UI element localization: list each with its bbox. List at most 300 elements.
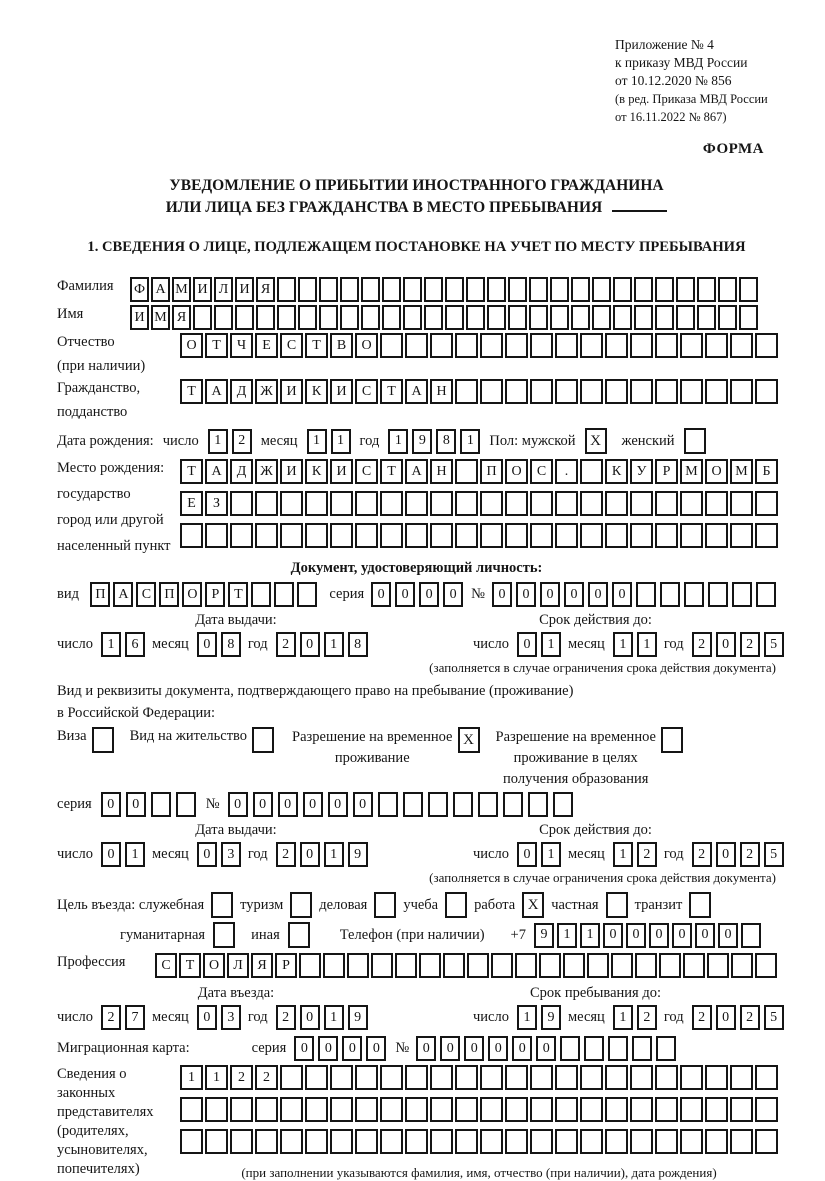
- char-box[interactable]: С: [136, 582, 156, 607]
- char-box[interactable]: [405, 1097, 428, 1122]
- char-box[interactable]: [655, 1129, 678, 1154]
- char-box[interactable]: 0: [517, 842, 537, 867]
- char-box[interactable]: [205, 1129, 228, 1154]
- char-box[interactable]: [330, 491, 353, 516]
- char-box[interactable]: [405, 491, 428, 516]
- char-box[interactable]: [705, 523, 728, 548]
- char-box[interactable]: 0: [649, 923, 669, 948]
- char-box[interactable]: [430, 1065, 453, 1090]
- char-box[interactable]: [680, 333, 703, 358]
- char-box[interactable]: [680, 1129, 703, 1154]
- char-box[interactable]: [508, 277, 527, 302]
- char-box[interactable]: [755, 523, 778, 548]
- char-box[interactable]: [455, 523, 478, 548]
- purpose-official-checkbox[interactable]: [211, 892, 233, 918]
- char-box[interactable]: 1: [613, 632, 633, 657]
- char-box[interactable]: [230, 523, 253, 548]
- char-box[interactable]: [299, 953, 321, 978]
- char-box[interactable]: 0: [516, 582, 536, 607]
- char-box[interactable]: [555, 1129, 578, 1154]
- char-box[interactable]: 0: [517, 632, 537, 657]
- char-box[interactable]: [347, 953, 369, 978]
- char-box[interactable]: [230, 1097, 253, 1122]
- char-box[interactable]: А: [405, 379, 428, 404]
- char-box[interactable]: 1: [637, 632, 657, 657]
- char-box[interactable]: [151, 792, 171, 817]
- char-box[interactable]: [466, 305, 485, 330]
- char-box[interactable]: [605, 333, 628, 358]
- char-box[interactable]: [660, 582, 680, 607]
- char-box[interactable]: [280, 523, 303, 548]
- char-box[interactable]: [730, 1065, 753, 1090]
- char-box[interactable]: [515, 953, 537, 978]
- char-box[interactable]: Т: [179, 953, 201, 978]
- char-box[interactable]: [491, 953, 513, 978]
- char-box[interactable]: [255, 1129, 278, 1154]
- char-box[interactable]: [755, 1065, 778, 1090]
- char-box[interactable]: Ф: [130, 277, 149, 302]
- char-box[interactable]: [530, 491, 553, 516]
- char-box[interactable]: [755, 491, 778, 516]
- char-box[interactable]: [505, 379, 528, 404]
- char-box[interactable]: [480, 1065, 503, 1090]
- char-box[interactable]: 9: [348, 1005, 368, 1030]
- char-box[interactable]: [708, 582, 728, 607]
- char-box[interactable]: [755, 1129, 778, 1154]
- char-box[interactable]: Т: [228, 582, 248, 607]
- char-box[interactable]: [176, 792, 196, 817]
- char-box[interactable]: 0: [101, 842, 121, 867]
- char-box[interactable]: 0: [101, 792, 121, 817]
- char-box[interactable]: [455, 1129, 478, 1154]
- char-box[interactable]: [605, 523, 628, 548]
- char-box[interactable]: Н: [430, 379, 453, 404]
- char-box[interactable]: [361, 277, 380, 302]
- char-box[interactable]: [380, 491, 403, 516]
- char-box[interactable]: 9: [348, 842, 368, 867]
- char-box[interactable]: [505, 1065, 528, 1090]
- char-box[interactable]: А: [405, 459, 428, 484]
- char-box[interactable]: [732, 582, 752, 607]
- char-box[interactable]: 2: [276, 1005, 296, 1030]
- char-box[interactable]: [553, 792, 573, 817]
- char-box[interactable]: Т: [180, 459, 203, 484]
- char-box[interactable]: [605, 379, 628, 404]
- char-box[interactable]: [587, 953, 609, 978]
- purpose-transit-checkbox[interactable]: [689, 892, 711, 918]
- char-box[interactable]: О: [505, 459, 528, 484]
- char-box[interactable]: [255, 491, 278, 516]
- char-box[interactable]: [705, 333, 728, 358]
- char-box[interactable]: 1: [613, 1005, 633, 1030]
- char-box[interactable]: [634, 277, 653, 302]
- char-box[interactable]: 1: [580, 923, 600, 948]
- char-box[interactable]: 1: [388, 429, 408, 454]
- char-box[interactable]: А: [205, 379, 228, 404]
- char-box[interactable]: [382, 305, 401, 330]
- char-box[interactable]: [705, 1129, 728, 1154]
- char-box[interactable]: [697, 305, 716, 330]
- char-box[interactable]: [730, 523, 753, 548]
- char-box[interactable]: [330, 1097, 353, 1122]
- char-box[interactable]: [455, 379, 478, 404]
- purpose-private-checkbox[interactable]: [606, 892, 628, 918]
- char-box[interactable]: К: [605, 459, 628, 484]
- char-box[interactable]: 7: [125, 1005, 145, 1030]
- char-box[interactable]: [297, 582, 317, 607]
- char-box[interactable]: П: [159, 582, 179, 607]
- char-box[interactable]: [255, 1097, 278, 1122]
- char-box[interactable]: Я: [256, 277, 275, 302]
- char-box[interactable]: 1: [324, 632, 344, 657]
- char-box[interactable]: [380, 1129, 403, 1154]
- char-box[interactable]: [256, 305, 275, 330]
- char-box[interactable]: [730, 1097, 753, 1122]
- visa-checkbox[interactable]: [92, 727, 114, 753]
- char-box[interactable]: [298, 305, 317, 330]
- char-box[interactable]: [705, 491, 728, 516]
- char-box[interactable]: 0: [718, 923, 738, 948]
- char-box[interactable]: [530, 1097, 553, 1122]
- char-box[interactable]: [555, 1065, 578, 1090]
- char-box[interactable]: 1: [101, 632, 121, 657]
- char-box[interactable]: 1: [125, 842, 145, 867]
- char-box[interactable]: [277, 277, 296, 302]
- char-box[interactable]: [655, 305, 674, 330]
- char-box[interactable]: 0: [300, 1005, 320, 1030]
- char-box[interactable]: [180, 1129, 203, 1154]
- char-box[interactable]: [405, 333, 428, 358]
- char-box[interactable]: [755, 1097, 778, 1122]
- char-box[interactable]: 2: [740, 632, 760, 657]
- char-box[interactable]: [487, 305, 506, 330]
- char-box[interactable]: [340, 277, 359, 302]
- char-box[interactable]: [505, 333, 528, 358]
- char-box[interactable]: [731, 953, 753, 978]
- char-box[interactable]: [430, 333, 453, 358]
- char-box[interactable]: С: [280, 333, 303, 358]
- char-box[interactable]: 1: [324, 1005, 344, 1030]
- char-box[interactable]: [630, 1129, 653, 1154]
- char-box[interactable]: [323, 953, 345, 978]
- char-box[interactable]: [630, 523, 653, 548]
- char-box[interactable]: Е: [180, 491, 203, 516]
- char-box[interactable]: К: [305, 379, 328, 404]
- char-box[interactable]: [478, 792, 498, 817]
- char-box[interactable]: [430, 491, 453, 516]
- char-box[interactable]: [605, 1129, 628, 1154]
- char-box[interactable]: [705, 1065, 728, 1090]
- char-box[interactable]: А: [205, 459, 228, 484]
- char-box[interactable]: И: [130, 305, 149, 330]
- char-box[interactable]: [298, 277, 317, 302]
- char-box[interactable]: [655, 523, 678, 548]
- char-box[interactable]: [739, 305, 758, 330]
- char-box[interactable]: 0: [564, 582, 584, 607]
- char-box[interactable]: [580, 491, 603, 516]
- char-box[interactable]: [382, 277, 401, 302]
- char-box[interactable]: [530, 1065, 553, 1090]
- char-box[interactable]: [571, 277, 590, 302]
- char-box[interactable]: 0: [126, 792, 146, 817]
- char-box[interactable]: [697, 277, 716, 302]
- char-box[interactable]: 0: [492, 582, 512, 607]
- char-box[interactable]: И: [280, 459, 303, 484]
- char-box[interactable]: [592, 277, 611, 302]
- char-box[interactable]: [319, 277, 338, 302]
- char-box[interactable]: [676, 277, 695, 302]
- char-box[interactable]: [755, 333, 778, 358]
- char-box[interactable]: [480, 333, 503, 358]
- char-box[interactable]: Т: [305, 333, 328, 358]
- char-box[interactable]: И: [193, 277, 212, 302]
- char-box[interactable]: [655, 491, 678, 516]
- char-box[interactable]: [592, 305, 611, 330]
- char-box[interactable]: 0: [603, 923, 623, 948]
- char-box[interactable]: 2: [740, 1005, 760, 1030]
- char-box[interactable]: [455, 1065, 478, 1090]
- char-box[interactable]: 0: [197, 1005, 217, 1030]
- char-box[interactable]: [340, 305, 359, 330]
- char-box[interactable]: [455, 333, 478, 358]
- char-box[interactable]: 0: [294, 1036, 314, 1061]
- char-box[interactable]: 0: [228, 792, 248, 817]
- char-box[interactable]: [635, 953, 657, 978]
- char-box[interactable]: [680, 1065, 703, 1090]
- char-box[interactable]: [571, 305, 590, 330]
- char-box[interactable]: [505, 1097, 528, 1122]
- char-box[interactable]: [580, 333, 603, 358]
- char-box[interactable]: [480, 523, 503, 548]
- char-box[interactable]: [480, 1097, 503, 1122]
- char-box[interactable]: [403, 277, 422, 302]
- temp-residence-checkbox[interactable]: X: [458, 727, 480, 753]
- char-box[interactable]: [655, 333, 678, 358]
- char-box[interactable]: [508, 305, 527, 330]
- char-box[interactable]: И: [280, 379, 303, 404]
- char-box[interactable]: [680, 523, 703, 548]
- char-box[interactable]: 0: [716, 1005, 736, 1030]
- char-box[interactable]: [443, 953, 465, 978]
- char-box[interactable]: [445, 305, 464, 330]
- char-box[interactable]: [395, 953, 417, 978]
- char-box[interactable]: [193, 305, 212, 330]
- char-box[interactable]: [707, 953, 729, 978]
- char-box[interactable]: [330, 1129, 353, 1154]
- char-box[interactable]: 0: [303, 792, 323, 817]
- char-box[interactable]: 2: [637, 1005, 657, 1030]
- char-box[interactable]: 0: [512, 1036, 532, 1061]
- char-box[interactable]: 2: [692, 1005, 712, 1030]
- char-box[interactable]: [659, 953, 681, 978]
- char-box[interactable]: Д: [230, 459, 253, 484]
- char-box[interactable]: Д: [230, 379, 253, 404]
- char-box[interactable]: [466, 277, 485, 302]
- char-box[interactable]: Р: [655, 459, 678, 484]
- char-box[interactable]: [655, 379, 678, 404]
- char-box[interactable]: [613, 305, 632, 330]
- char-box[interactable]: [424, 305, 443, 330]
- char-box[interactable]: [480, 379, 503, 404]
- char-box[interactable]: Т: [380, 379, 403, 404]
- char-box[interactable]: [755, 379, 778, 404]
- char-box[interactable]: [430, 1129, 453, 1154]
- char-box[interactable]: [305, 1065, 328, 1090]
- char-box[interactable]: 0: [536, 1036, 556, 1061]
- char-box[interactable]: [505, 1129, 528, 1154]
- char-box[interactable]: 0: [342, 1036, 362, 1061]
- char-box[interactable]: И: [235, 277, 254, 302]
- char-box[interactable]: [630, 379, 653, 404]
- char-box[interactable]: [230, 491, 253, 516]
- char-box[interactable]: [676, 305, 695, 330]
- char-box[interactable]: 0: [695, 923, 715, 948]
- char-box[interactable]: [251, 582, 271, 607]
- char-box[interactable]: С: [355, 379, 378, 404]
- char-box[interactable]: [756, 582, 776, 607]
- char-box[interactable]: 5: [764, 632, 784, 657]
- char-box[interactable]: [480, 491, 503, 516]
- char-box[interactable]: 9: [541, 1005, 561, 1030]
- char-box[interactable]: 0: [488, 1036, 508, 1061]
- char-box[interactable]: 2: [692, 632, 712, 657]
- char-box[interactable]: 1: [324, 842, 344, 867]
- char-box[interactable]: [608, 1036, 628, 1061]
- char-box[interactable]: 0: [626, 923, 646, 948]
- char-box[interactable]: 0: [253, 792, 273, 817]
- char-box[interactable]: [584, 1036, 604, 1061]
- char-box[interactable]: [741, 923, 761, 948]
- char-box[interactable]: В: [330, 333, 353, 358]
- char-box[interactable]: [730, 1129, 753, 1154]
- char-box[interactable]: И: [330, 459, 353, 484]
- char-box[interactable]: [480, 1129, 503, 1154]
- char-box[interactable]: [529, 305, 548, 330]
- char-box[interactable]: [580, 1097, 603, 1122]
- char-box[interactable]: [280, 491, 303, 516]
- char-box[interactable]: Я: [172, 305, 191, 330]
- char-box[interactable]: 0: [540, 582, 560, 607]
- char-box[interactable]: У: [630, 459, 653, 484]
- char-box[interactable]: 2: [637, 842, 657, 867]
- char-box[interactable]: 0: [197, 632, 217, 657]
- char-box[interactable]: [630, 1097, 653, 1122]
- char-box[interactable]: [680, 1097, 703, 1122]
- char-box[interactable]: [718, 305, 737, 330]
- char-box[interactable]: М: [730, 459, 753, 484]
- char-box[interactable]: 1: [541, 842, 561, 867]
- char-box[interactable]: [355, 491, 378, 516]
- char-box[interactable]: [277, 305, 296, 330]
- char-box[interactable]: [205, 1097, 228, 1122]
- char-box[interactable]: С: [155, 953, 177, 978]
- char-box[interactable]: Р: [275, 953, 297, 978]
- char-box[interactable]: 0: [716, 842, 736, 867]
- char-box[interactable]: 0: [371, 582, 391, 607]
- char-box[interactable]: 0: [318, 1036, 338, 1061]
- char-box[interactable]: [305, 1097, 328, 1122]
- char-box[interactable]: [205, 523, 228, 548]
- char-box[interactable]: 1: [331, 429, 351, 454]
- purpose-work-checkbox[interactable]: X: [522, 892, 544, 918]
- char-box[interactable]: О: [203, 953, 225, 978]
- char-box[interactable]: [405, 1129, 428, 1154]
- char-box[interactable]: 0: [366, 1036, 386, 1061]
- char-box[interactable]: 1: [613, 842, 633, 867]
- sex-female-checkbox[interactable]: [684, 428, 706, 454]
- char-box[interactable]: Л: [227, 953, 249, 978]
- char-box[interactable]: [430, 1097, 453, 1122]
- char-box[interactable]: [530, 379, 553, 404]
- char-box[interactable]: Е: [255, 333, 278, 358]
- char-box[interactable]: [656, 1036, 676, 1061]
- char-box[interactable]: [403, 792, 423, 817]
- char-box[interactable]: [230, 1129, 253, 1154]
- char-box[interactable]: 1: [517, 1005, 537, 1030]
- char-box[interactable]: 1: [208, 429, 228, 454]
- purpose-humanitarian-checkbox[interactable]: [213, 922, 235, 948]
- char-box[interactable]: [683, 953, 705, 978]
- char-box[interactable]: [361, 305, 380, 330]
- char-box[interactable]: [280, 1129, 303, 1154]
- char-box[interactable]: 6: [125, 632, 145, 657]
- char-box[interactable]: [613, 277, 632, 302]
- char-box[interactable]: [555, 491, 578, 516]
- char-box[interactable]: 0: [300, 632, 320, 657]
- char-box[interactable]: [580, 523, 603, 548]
- char-box[interactable]: 2: [740, 842, 760, 867]
- char-box[interactable]: 1: [460, 429, 480, 454]
- char-box[interactable]: 0: [278, 792, 298, 817]
- char-box[interactable]: [380, 1065, 403, 1090]
- char-box[interactable]: [611, 953, 633, 978]
- char-box[interactable]: 2: [276, 632, 296, 657]
- char-box[interactable]: О: [705, 459, 728, 484]
- char-box[interactable]: [330, 523, 353, 548]
- char-box[interactable]: [505, 491, 528, 516]
- char-box[interactable]: [214, 305, 233, 330]
- char-box[interactable]: [355, 1129, 378, 1154]
- char-box[interactable]: [550, 305, 569, 330]
- char-box[interactable]: [730, 379, 753, 404]
- char-box[interactable]: [539, 953, 561, 978]
- char-box[interactable]: [405, 523, 428, 548]
- char-box[interactable]: А: [151, 277, 170, 302]
- char-box[interactable]: 5: [764, 842, 784, 867]
- char-box[interactable]: 8: [221, 632, 241, 657]
- char-box[interactable]: [467, 953, 489, 978]
- char-box[interactable]: [605, 491, 628, 516]
- char-box[interactable]: Ж: [255, 459, 278, 484]
- char-box[interactable]: [655, 1097, 678, 1122]
- char-box[interactable]: [235, 305, 254, 330]
- char-box[interactable]: [739, 277, 758, 302]
- char-box[interactable]: И: [330, 379, 353, 404]
- char-box[interactable]: [380, 333, 403, 358]
- char-box[interactable]: [319, 305, 338, 330]
- purpose-other-checkbox[interactable]: [288, 922, 310, 948]
- char-box[interactable]: [503, 792, 523, 817]
- char-box[interactable]: К: [305, 459, 328, 484]
- char-box[interactable]: Л: [214, 277, 233, 302]
- char-box[interactable]: 8: [348, 632, 368, 657]
- char-box[interactable]: [684, 582, 704, 607]
- char-box[interactable]: 0: [440, 1036, 460, 1061]
- char-box[interactable]: 0: [612, 582, 632, 607]
- temp-residence-edu-checkbox[interactable]: [661, 727, 683, 753]
- char-box[interactable]: М: [151, 305, 170, 330]
- char-box[interactable]: 0: [464, 1036, 484, 1061]
